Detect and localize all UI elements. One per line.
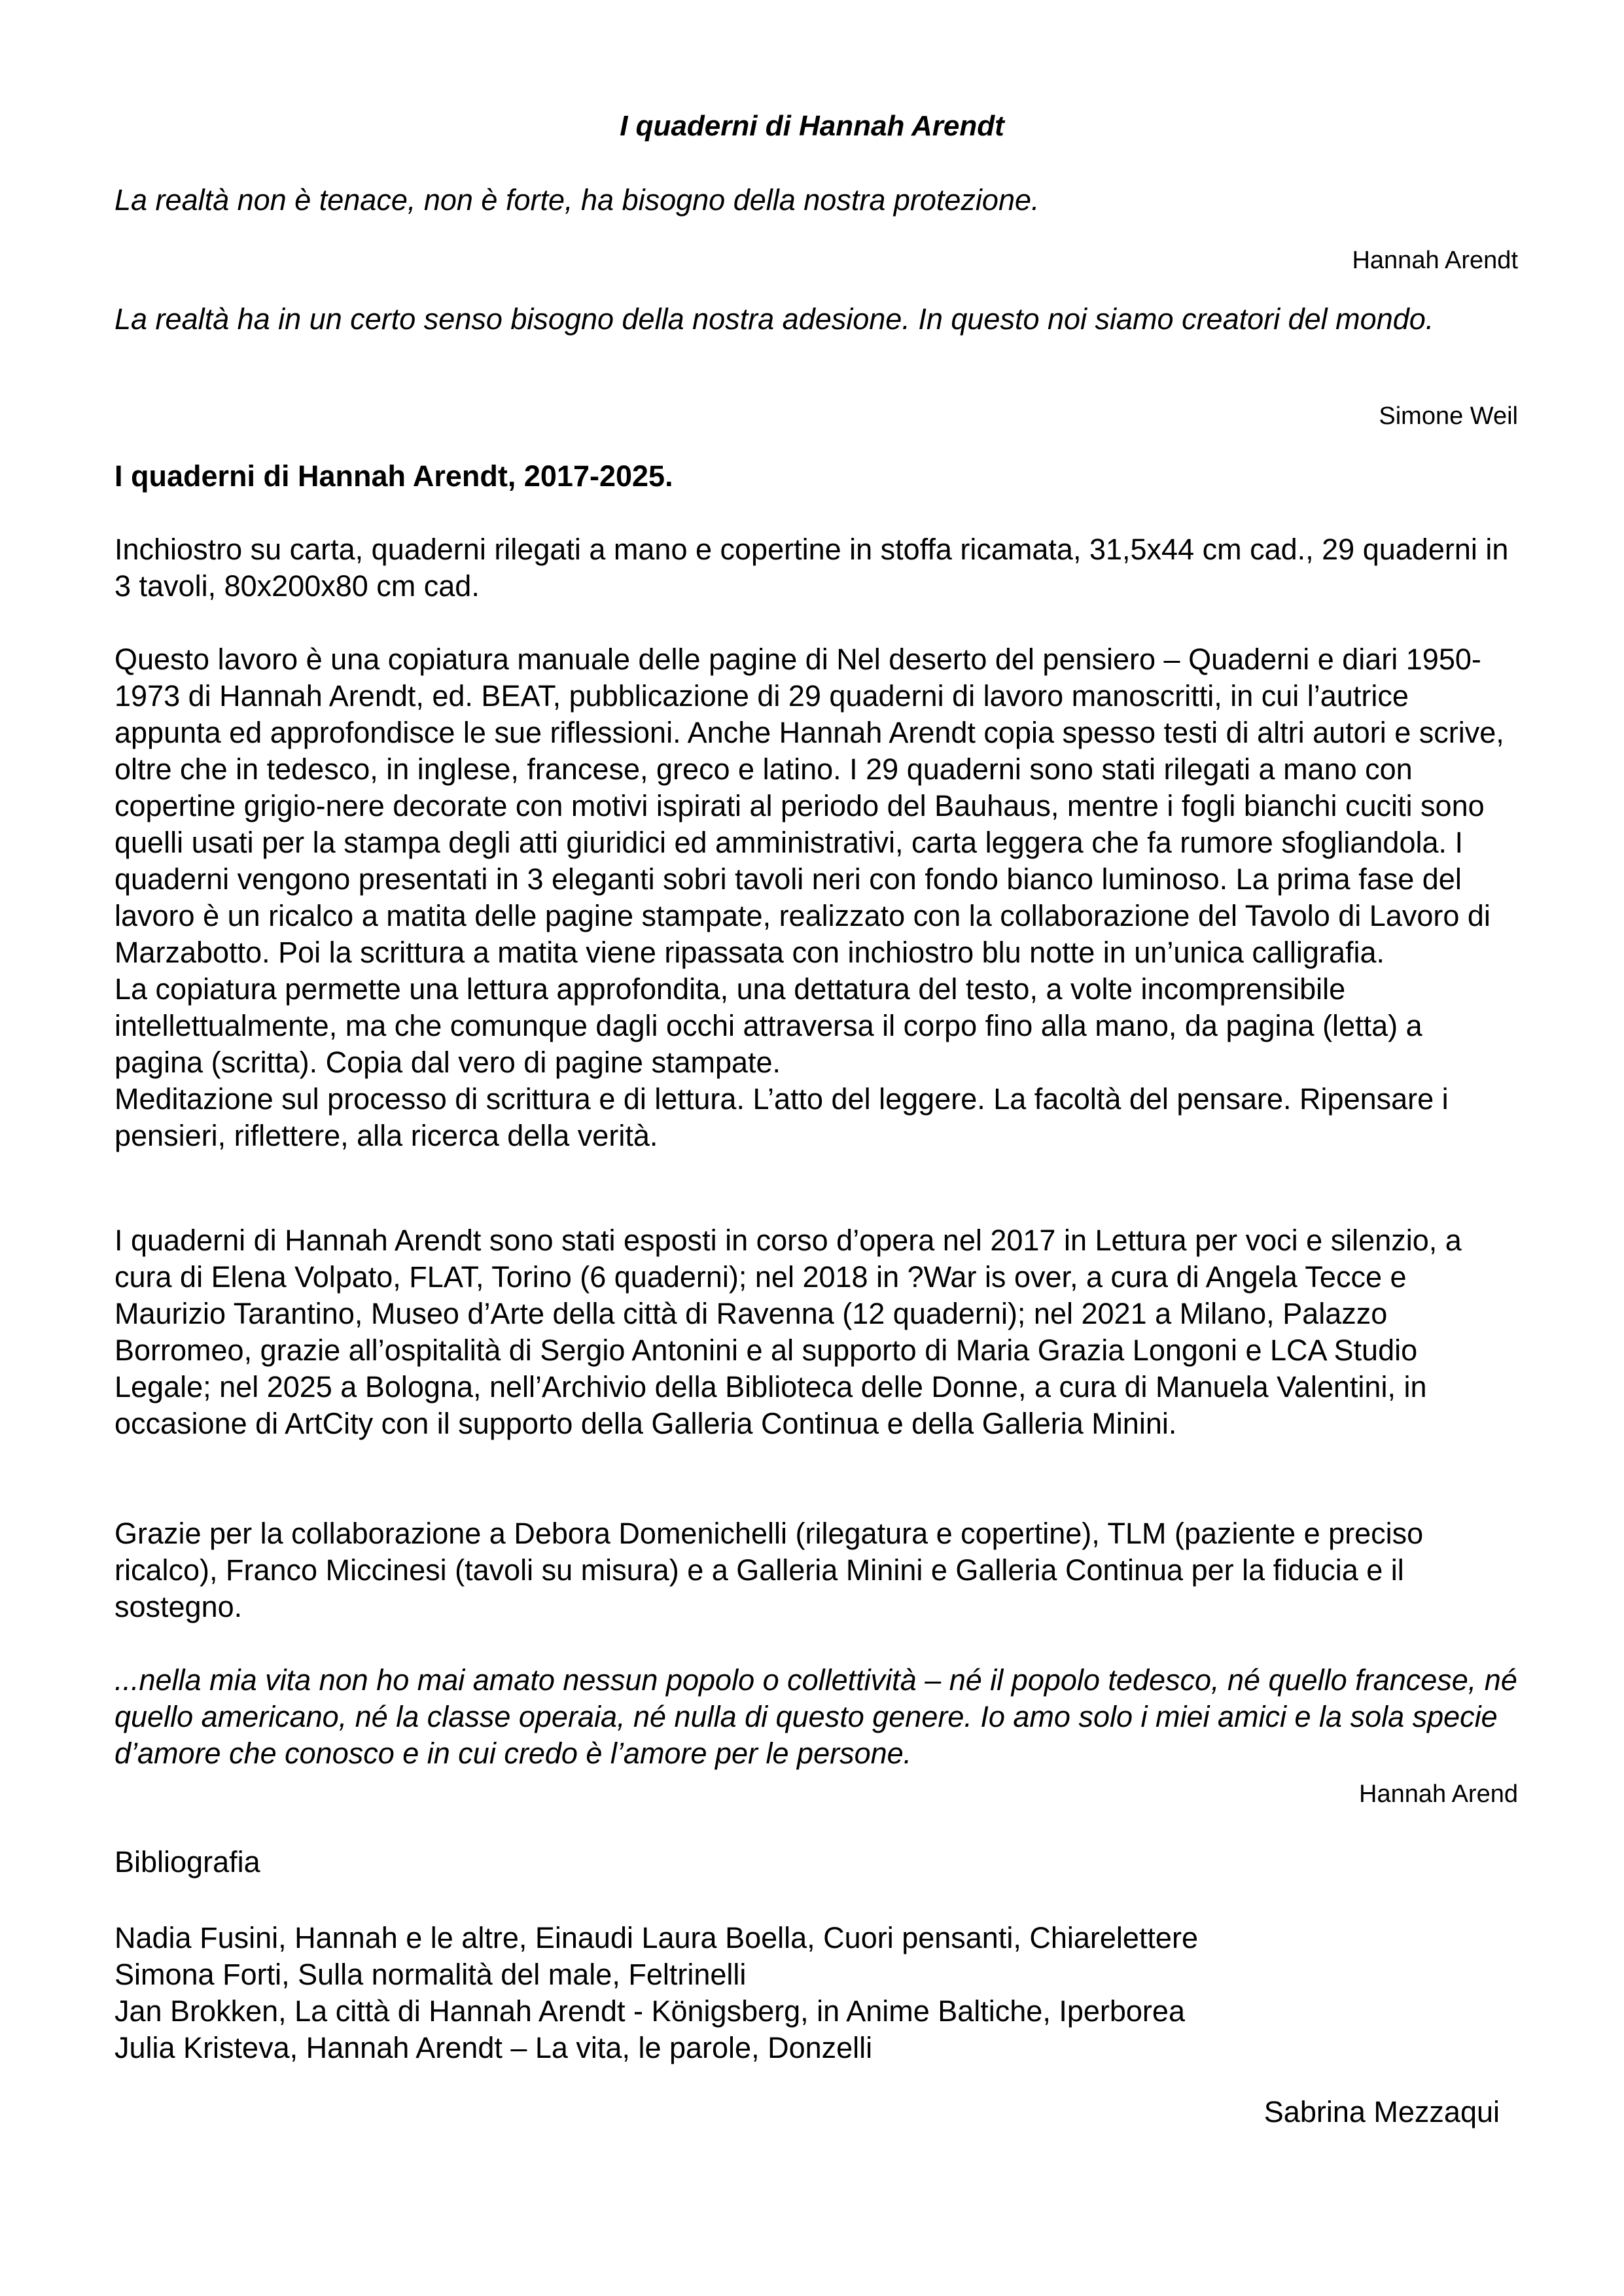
document-title: I quaderni di Hannah Arendt: [620, 110, 1004, 142]
bibliography-item: Simona Forti, Sulla normalità del male, Feltrinelli: [115, 1958, 747, 1991]
epigraph-quote-weil: La realtà ha in un certo senso bisogno della nostra adesione. In questo noi siamo creatori del mondo.: [115, 302, 1434, 336]
description-paragraph-1: Questo lavoro è una copiatura manuale delle pagine di Nel deserto del pensiero – Quaderni e diari 1950-1973 di Hannah Arendt, ed. BEAT, pubblicazione di 29 quaderni di lavoro manoscritti, in cui l’autrice appunta ed approfondisce le sue riflessioni. Anche Hannah Arendt copia spesso testi di altri autori e scrive, oltre che in tedesco, in inglese, francese, greco e latino. I 29 quaderni sono stati rilegati a mano con copertine grigio-nere decorate con motivi ispirati al periodo del Bauhaus, mentre i fogli bianchi cuciti sono quelli usati per la stampa degli atti giuridici ed amministrativi, carta leggera che fa rumore sfogliandola. I quaderni vengono presentati in 3 eleganti sobri tavoli neri con fondo bianco luminoso. La prima fase del lavoro è un ricalco a matita delle pagine stampate, realizzato con la collaborazione del Tavolo di Lavoro di Marzabotto. Poi la scrittura a matita viene ripassata con inchiostro blu notte in un’unica calligrafia.: [115, 643, 1504, 969]
epigraph-author-arendt: Hannah Arendt: [1352, 247, 1518, 274]
description-paragraph-3: Meditazione sul processo di scrittura e di lettura. L’atto del leggere. La facoltà del pensare. Ripensare i pensieri, riflettere, alla ricerca della verità.: [115, 1082, 1449, 1152]
bibliography-heading: Bibliografia: [115, 1845, 260, 1879]
bibliography-item: Julia Kristeva, Hannah Arendt – La vita, le parole, Donzelli: [115, 2031, 873, 2064]
bibliography-list: [115, 1920, 1518, 2066]
exhibitions-paragraph: I quaderni di Hannah Arendt sono stati esposti in corso d’opera nel 2017 in Lettura per voci e silenzio, a cura di Elena Volpato, FLAT, Torino (6 quaderni); nel 2018 in ?War is over, a cura di Angela Tecce e Maurizio Tarantino, Museo d’Arte della città di Ravenna (12 quaderni); nel 2021 a Milano, Palazzo Borromeo, grazie all’ospitalità di Sergio Antonini e al supporto di Maria Grazia Longoni e LCA Studio Legale; nel 2025 a Bologna, nell’Archivio della Biblioteca delle Donne, a cura di Manuela Valentini, in occasione di ArtCity con il supporto della Galleria Continua e della Galleria Minini.: [115, 1224, 1462, 1440]
materials-paragraph: Inchiostro su carta, quaderni rilegati a mano e copertine in stoffa ricamata, 31,5x44 cm cad., 29 quaderni in 3 tavoli, 80x200x80 cm cad.: [115, 533, 1509, 603]
work-heading: I quaderni di Hannah Arendt, 2017-2025.: [115, 459, 673, 493]
bibliography-item: Jan Brokken, La città di Hannah Arendt - Königsberg, in Anime Baltiche, Iperborea: [115, 1994, 1185, 2028]
closing-quote: ...nella mia vita non ho mai amato nessun popolo o collettività – né il popolo tedesco, né quello francese, né quello americano, né la classe operaia, né nulla di questo genere. Io amo solo i miei amici e la sola specie d’amore che conosco e in cui credo è l’amore per le persone.: [115, 1663, 1517, 1770]
thanks-paragraph: Grazie per la collaborazione a Debora Domenichelli (rilegatura e copertine), TLM (paziente e preciso ricalco), Franco Miccinesi (tavoli su misura) e a Galleria Minini e Galleria Continua per la fiducia e il sostegno.: [115, 1517, 1424, 1623]
description-paragraph-2: La copiatura permette una lettura approfondita, una dettatura del testo, a volte incomprensibile intellettualmente, ma che comunque dagli occhi attraversa il corpo fino alla mano, da pagina (letta) a pagina (scritta). Copia dal vero di pagine stampate.: [115, 972, 1422, 1079]
description-block: [115, 641, 1518, 1154]
bibliography-item: Nadia Fusini, Hannah e le altre, Einaudi Laura Boella, Cuori pensanti, Chiarelettere: [115, 1921, 1198, 1954]
epigraph-author-weil: Simone Weil: [1379, 402, 1518, 430]
author-signature: Sabrina Mezzaqui: [1263, 2095, 1500, 2128]
closing-quote-author: Hannah Arend: [1359, 1780, 1518, 1808]
epigraph-quote-arendt: La realtà non è tenace, non è forte, ha bisogno della nostra protezione.: [115, 183, 1040, 217]
